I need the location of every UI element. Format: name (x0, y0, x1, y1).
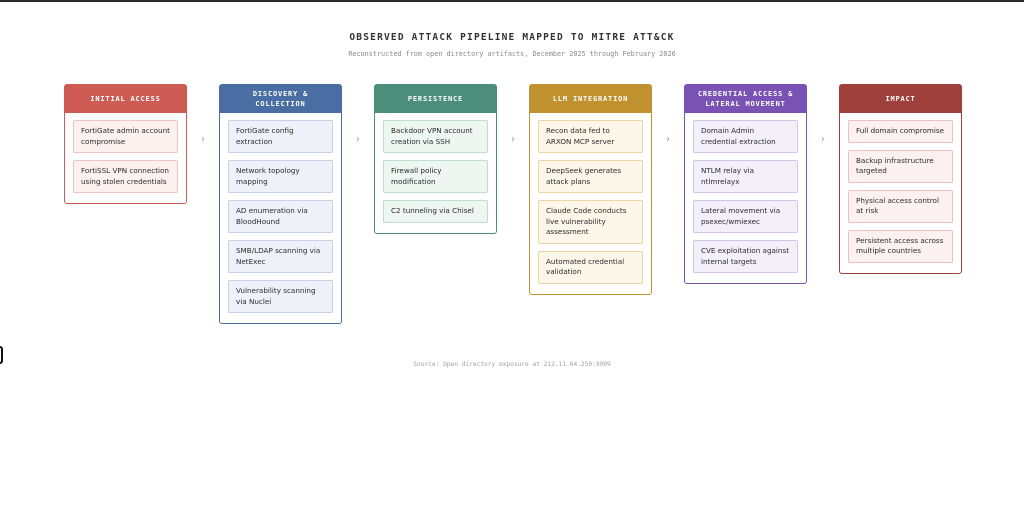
stage-technique-list (220, 113, 341, 323)
technique-item: Physical access control at risk (848, 190, 953, 223)
stage-title: PERSISTENCE (375, 85, 496, 113)
technique-item: FortiSSL VPN connection using stolen credentials (73, 160, 178, 193)
technique-item: Full domain compromise (848, 120, 953, 143)
technique-item: NTLM relay via ntlmrelayx (693, 160, 798, 193)
stage-technique-list (685, 113, 806, 283)
stage-card (219, 84, 342, 324)
stage-title: INITIAL ACCESS (65, 85, 186, 113)
technique-item: SMB/LDAP scanning via NetExec (228, 240, 333, 273)
technique-item: CVE exploitation against internal targets (693, 240, 798, 273)
stage-card (64, 84, 187, 204)
diagram-header (0, 32, 1024, 58)
stage-card (839, 84, 962, 274)
technique-item: Network topology mapping (228, 160, 333, 193)
technique-item: Backdoor VPN account creation via SSH (383, 120, 488, 153)
stage-technique-list (530, 113, 651, 294)
stage-card (374, 84, 497, 234)
technique-item: DeepSeek generates attack plans (538, 160, 643, 193)
stage-technique-list (375, 113, 496, 233)
flow-arrow-icon: › (666, 134, 670, 145)
technique-item: C2 tunneling via Chisel (383, 200, 488, 223)
source-note: Source: Open directory exposure at 212.11.64.250:9999 (413, 361, 611, 368)
top-border (0, 0, 1024, 2)
technique-item: Persistent access across multiple countries (848, 230, 953, 263)
technique-item: FortiGate admin account compromise (73, 120, 178, 153)
flow-arrow-icon: › (821, 134, 825, 145)
stage-title: DISCOVERY & COLLECTION (220, 85, 341, 113)
technique-item: AD enumeration via BloodHound (228, 200, 333, 233)
diagram-subtitle: Reconstructed from open directory artifacts, December 2025 through February 2026 (348, 50, 676, 58)
stage-card (684, 84, 807, 284)
technique-item: Vulnerability scanning via Nuclei (228, 280, 333, 313)
diagram-title: OBSERVED ATTACK PIPELINE MAPPED TO MITRE ATT&CK (349, 32, 675, 43)
stage-title: LLM INTEGRATION (530, 85, 651, 113)
technique-item: FortiGate config extraction (228, 120, 333, 153)
stage-technique-list (65, 113, 186, 203)
technique-item: Domain Admin credential extraction (693, 120, 798, 153)
technique-item: Firewall policy modification (383, 160, 488, 193)
technique-item: Recon data fed to ARXON MCP server (538, 120, 643, 153)
technique-item: Claude Code conducts live vulnerability assessment (538, 200, 643, 244)
technique-item: Lateral movement via psexec/wmiexec (693, 200, 798, 233)
technique-item: Backup infrastructure targeted (848, 150, 953, 183)
stage-card (529, 84, 652, 295)
stage-technique-list (840, 113, 961, 273)
flow-arrow-icon: › (201, 134, 205, 145)
stage-title: IMPACT (840, 85, 961, 113)
technique-item: Automated credential validation (538, 251, 643, 284)
stage-title: CREDENTIAL ACCESS & LATERAL MOVEMENT (685, 85, 806, 113)
flow-arrow-icon: › (511, 134, 515, 145)
flow-arrow-icon: › (356, 134, 360, 145)
